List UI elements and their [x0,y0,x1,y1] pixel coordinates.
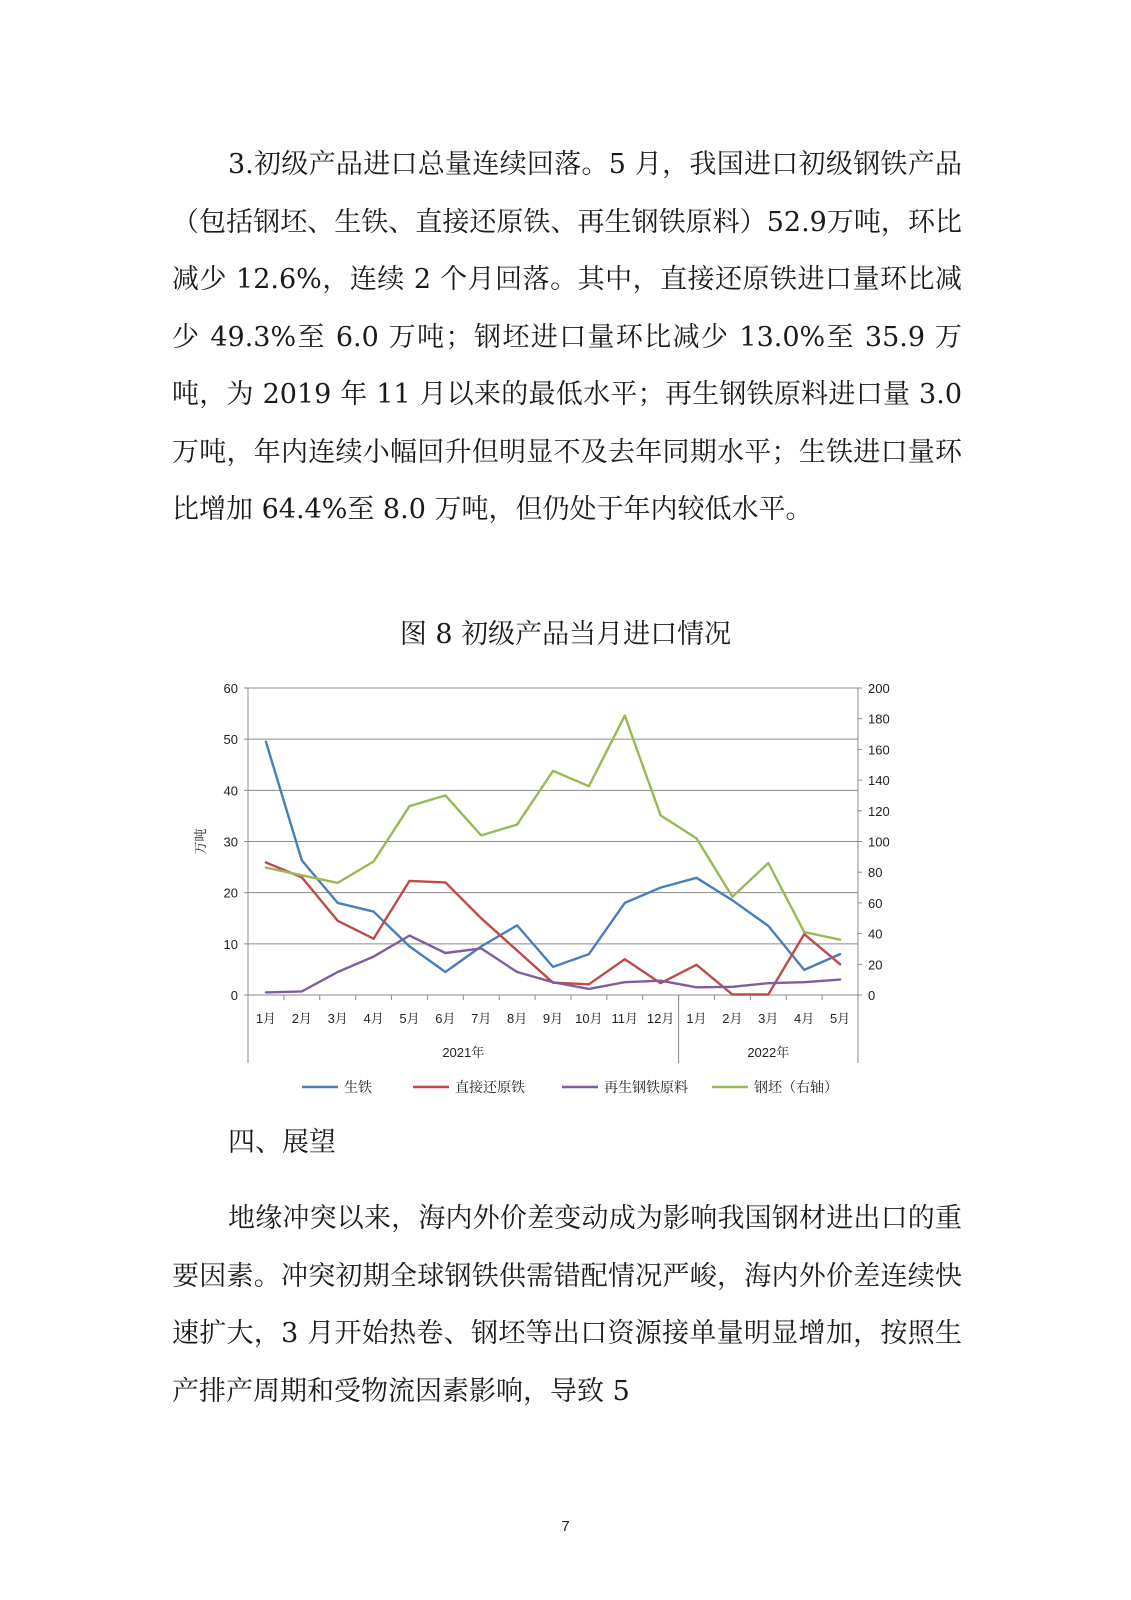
year-group-label: 2021年 [442,1045,485,1060]
right-axis-tick-label: 80 [868,865,883,881]
x-axis-tick-label: 5月 [399,1011,420,1026]
x-axis-tick-label: 6月 [435,1011,456,1026]
right-axis-tick-label: 20 [868,957,883,973]
series-line [266,863,840,995]
left-axis-tick-label: 10 [223,936,238,952]
x-axis-tick-label: 7月 [471,1011,492,1026]
x-axis-tick-label: 8月 [507,1011,528,1026]
right-axis-tick-label: 0 [868,988,876,1003]
right-axis-tick-label: 180 [868,711,890,727]
paragraph-outlook: 地缘冲突以来，海内外价差变动成为影响我国钢材进出口的重要因素。冲突初期全球钢铁供需错配情况严峻，海内外价差连续快速扩大，3 月开始热卷、钢坯等出口资源接单量明显增加，按照生产排产周期和受物流因素影响，导致 5 [172,1203,962,1407]
x-axis-tick-label: 4月 [363,1011,384,1026]
x-axis-tick-label: 3月 [758,1011,779,1026]
x-axis-tick-label: 12月 [646,1011,675,1026]
left-axis-tick-label: 40 [223,783,238,799]
x-axis-tick-label: 2月 [291,1011,312,1026]
paragraph-primary-imports: 3.初级产品进口总量连续回落。5 月，我国进口初级钢铁产品（包括钢坯、生铁、直接还原铁、再生钢铁原料）52.9万吨，环比减少 12.6%，连续 2 个月回落。其中，直接还原铁进口量环比减少 49.3%至 6.0 万吨；钢坯进口量环比减少 13.0%至 35.9 万吨，为 2019 年 11 月以来的最低水平；再生钢铁原料进口量 3.0 万吨，年内连续小幅回升但明显不及去年同期水平；生铁进口量环比增加 64.4%至 8.0 万吨，但仍处于年内较低水平。 [172,149,962,525]
right-axis-tick-label: 100 [868,834,890,850]
legend-label: 再生钢铁原料 [604,1079,688,1095]
left-axis-tick-label: 0 [230,988,238,1003]
legend-label: 直接还原铁 [455,1079,525,1095]
left-axis-tick-label: 60 [223,681,238,696]
x-axis-tick-label: 5月 [829,1011,851,1026]
section-heading: 四、展望 [228,1127,336,1158]
year-group-label: 2022年 [747,1045,790,1060]
right-axis-tick-label: 60 [868,895,883,911]
page-number: 7 [561,1518,570,1535]
x-axis-tick-label: 1月 [255,1011,277,1026]
left-axis-tick-label: 30 [223,834,238,850]
import-line-chart [190,670,910,1120]
x-axis-tick-label: 1月 [686,1011,707,1026]
left-axis-tick-label: 20 [223,885,238,901]
legend-label: 生铁 [344,1079,372,1095]
x-axis-tick-label: 2月 [722,1011,743,1026]
x-axis-tick-label: 3月 [327,1011,348,1026]
left-axis-tick-label: 50 [223,732,238,748]
right-axis-tick-label: 160 [868,742,890,758]
series-line [266,742,840,972]
x-axis-tick-label: 9月 [542,1011,564,1026]
right-axis-tick-label: 140 [868,773,890,789]
legend-label: 钢坯（右轴） [754,1079,838,1095]
x-axis-tick-label: 4月 [794,1011,815,1026]
x-axis-tick-label: 10月 [575,1011,603,1026]
figure-title: 图 8 初级产品当月进口情况 [399,619,732,650]
y-axis-label: 万吨 [193,828,208,855]
x-axis-tick-label: 11月 [611,1011,639,1026]
right-axis-tick-label: 40 [868,926,883,942]
right-axis-tick-label: 120 [868,803,890,819]
right-axis-tick-label: 200 [868,681,890,696]
